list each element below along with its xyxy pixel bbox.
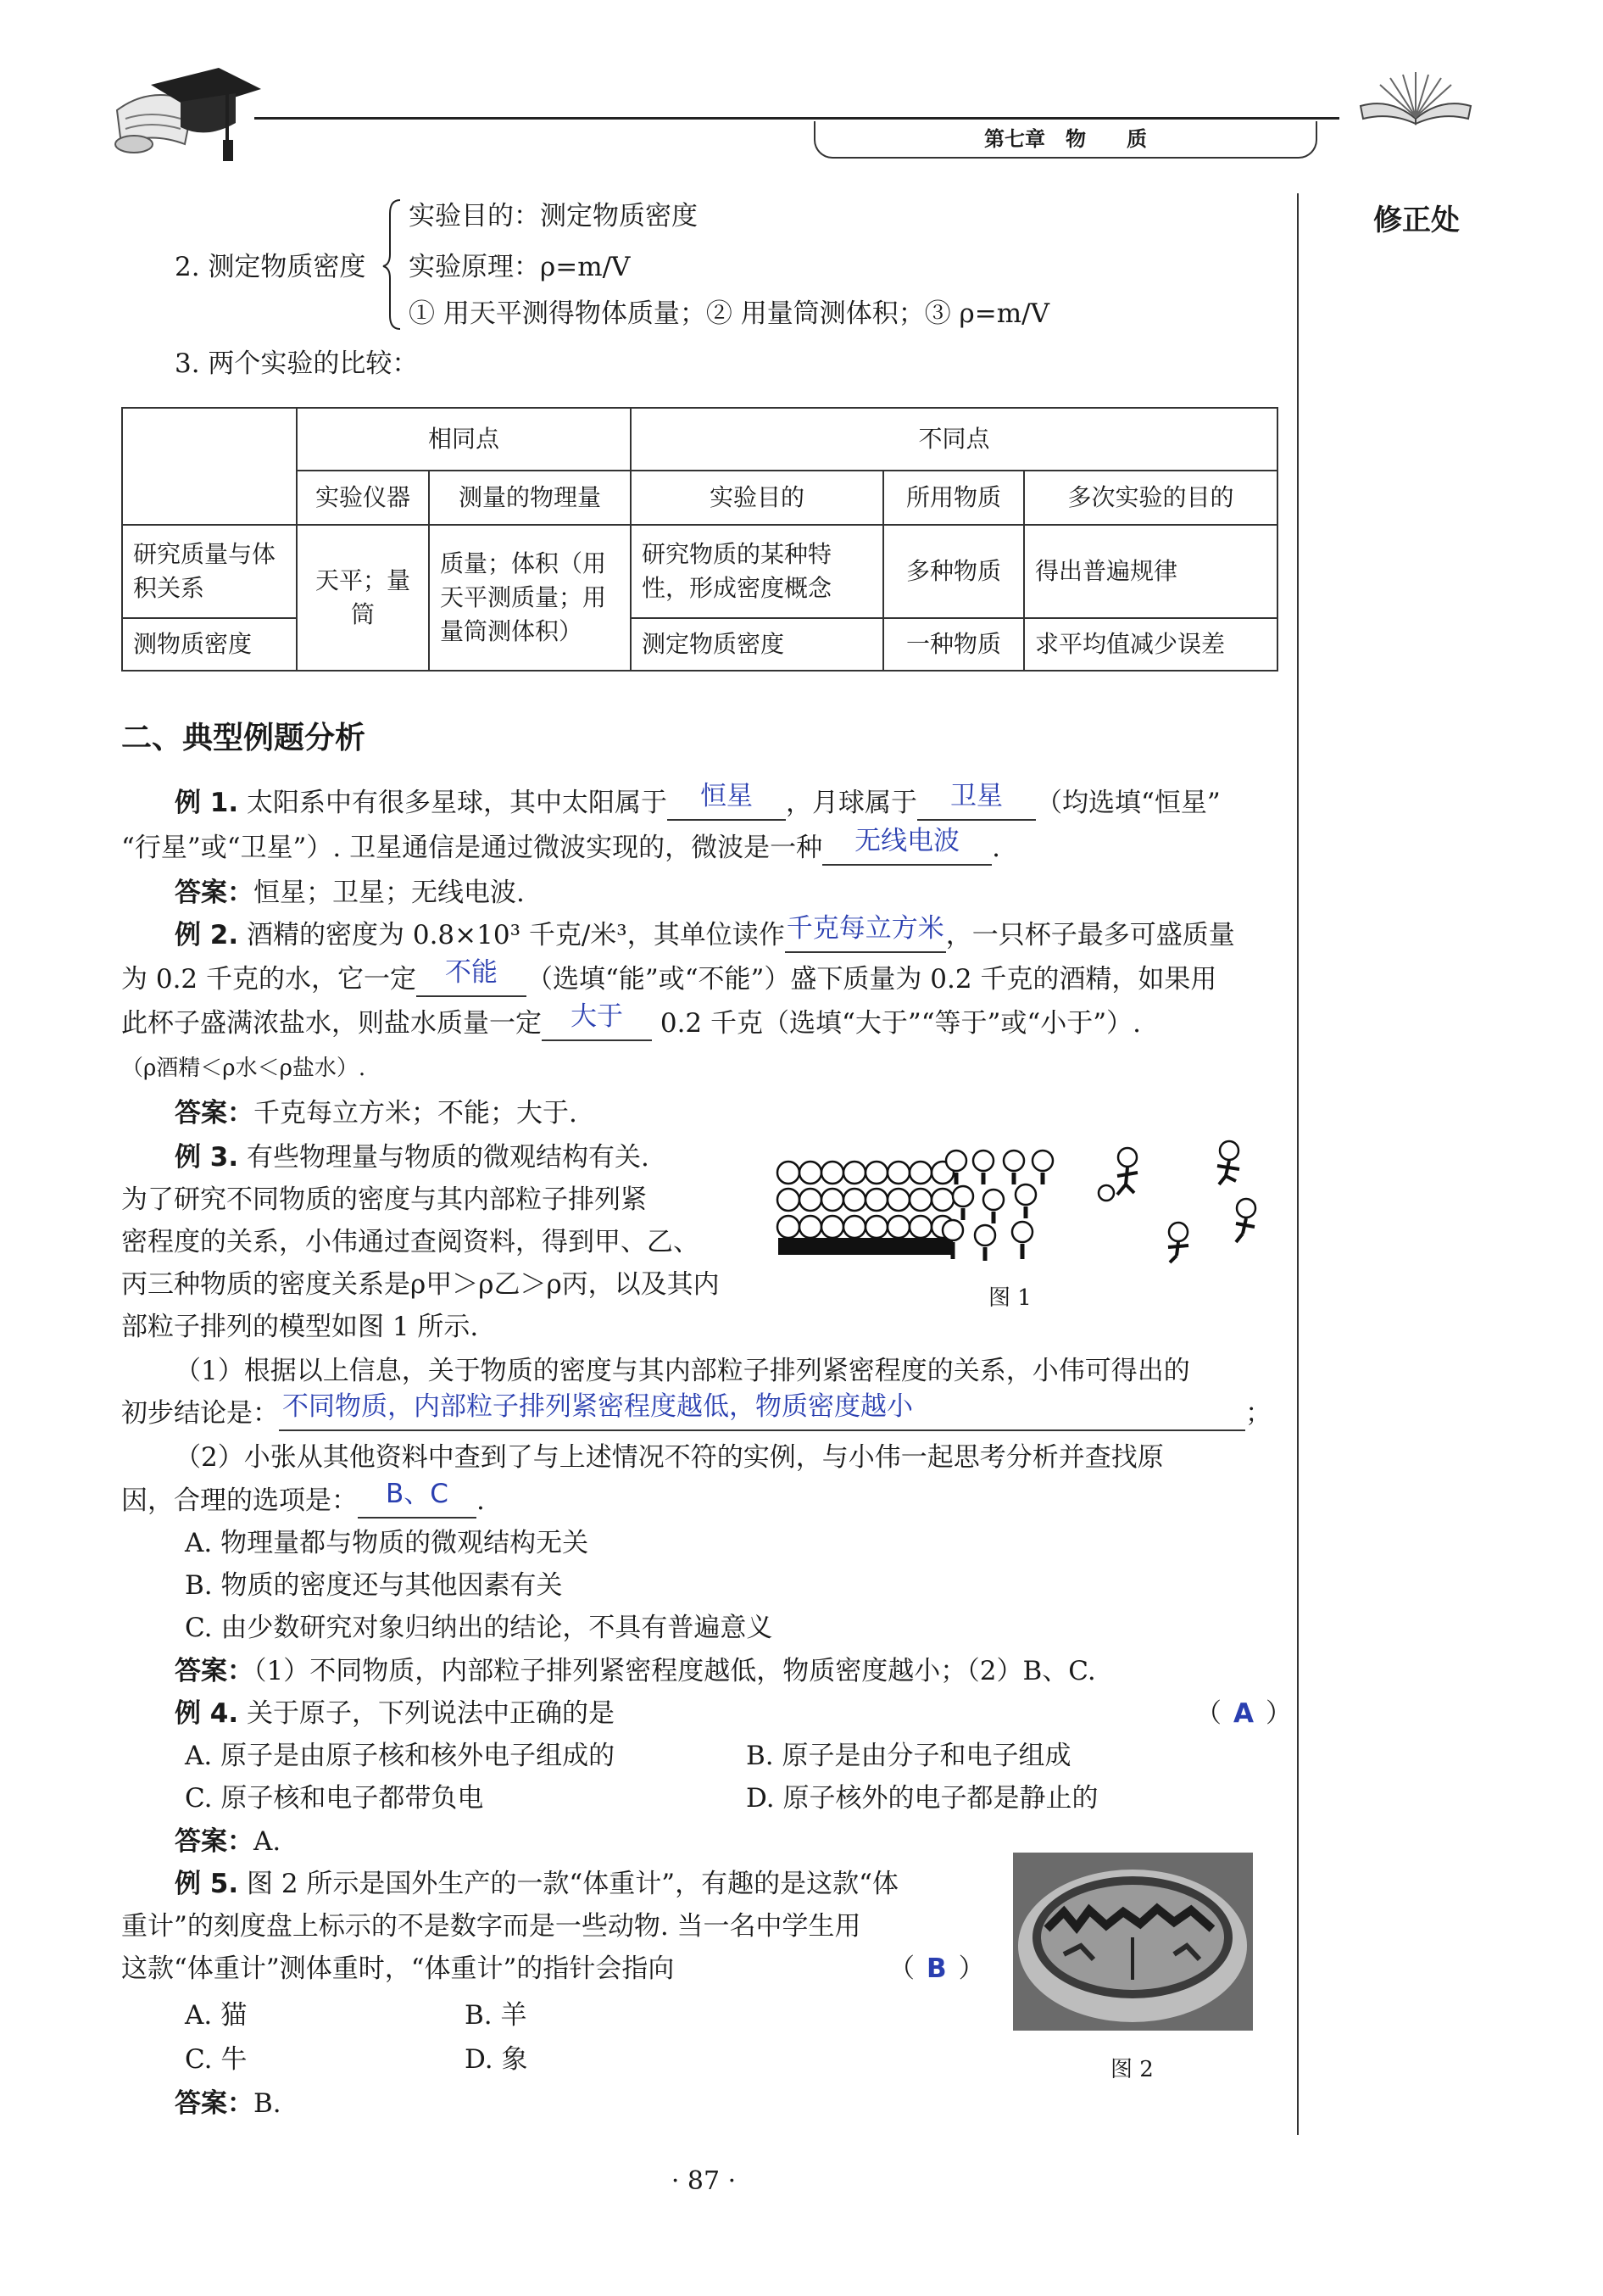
ex3-text: 密程度的关系，小伟通过查阅资料，得到甲、乙、: [121, 1227, 699, 1257]
ex1-answer: 恒星；卫星；无线电波.: [253, 878, 525, 908]
ex1-line1: [175, 782, 1221, 824]
ex3-text: 因，合理的选项是：: [121, 1485, 358, 1516]
ex3-answer-2: B、C: [386, 1479, 448, 1509]
table-row-purpose: 测定物质密度: [631, 618, 883, 671]
ex5-text: 重计”的刻度盘上标示的不是数字而是一些动物. 当一名中学生用: [121, 1911, 861, 1942]
ex1-text: （均选填“恒星”: [1036, 788, 1221, 818]
ex1-text: 太阳系中有很多星球，其中太阳属于: [247, 788, 667, 818]
ex4-answer-line: [175, 1820, 281, 1863]
margin-divider: [1297, 193, 1299, 2135]
ex1-answer-1: 恒星: [700, 781, 753, 811]
item3-label: 3. 两个实验的比较：: [175, 348, 419, 379]
ex2-line2: [121, 958, 1216, 1000]
ex3-text: .: [476, 1485, 485, 1516]
table-row-repeat: 求平均值减少误差: [1024, 618, 1277, 671]
table-shared-instruments: 天平；量筒: [297, 525, 429, 671]
ex5-option-d: D. 象: [465, 2044, 528, 2075]
ex2-line4: （ρ酒精＜ρ水＜ρ盐水）.: [121, 1056, 366, 1081]
open-book-icon: [1356, 68, 1475, 127]
item2-steps: ① 用天平测得物体质量；② 用量筒测体积；③ ρ=m/V: [409, 298, 1049, 329]
ex1-answer-line: [175, 872, 525, 914]
ex1-text: ，月球属于: [786, 788, 917, 818]
table-col-purpose: 实验目的: [631, 471, 883, 525]
ex5-option-a: A. 猫: [185, 2000, 248, 2031]
ex5-answer-line: [175, 2082, 281, 2125]
item2-purpose: 实验目的：测定物质密度: [409, 201, 698, 231]
ex3-question-2: （2）小张从其他资料中查到了与上述情况不符的实例，与小伟一起思考分析并查找原: [175, 1442, 1164, 1473]
table-col-material: 所用物质: [883, 471, 1024, 525]
ex1-blank-3: [822, 826, 992, 866]
answer-label: 答案：: [175, 1098, 253, 1128]
item2-label: 2. 测定物质密度: [175, 252, 366, 282]
comparison-table: [121, 407, 1278, 672]
ex1-text: “行星”或“卫星”）. 卫星通信是通过微波实现的，微波是一种: [121, 833, 823, 863]
ex2-answer-3: 大于: [571, 1001, 623, 1032]
ex3-answer-1: 不同物质，内部粒子排列紧密程度越低，物质密度越小: [282, 1391, 913, 1422]
ex2-blank-3: [542, 1001, 652, 1041]
ex2-text: 此杯子盛满浓盐水，则盐水质量一定: [121, 1008, 542, 1039]
ex4-line1: [175, 1692, 615, 1735]
ex3-q2-line2: [121, 1480, 485, 1522]
ex3-blank-1: [279, 1391, 1245, 1431]
figure-2-caption: 图 2: [1110, 2057, 1154, 2082]
ex3-option-a: A. 物理量都与物质的微观结构无关: [185, 1528, 589, 1558]
ex3-line1: [175, 1136, 649, 1179]
ex4-option-b: B. 原子是由分子和电子组成: [746, 1741, 1071, 1771]
ex3-option-b: B. 物质的密度还与其他因素有关: [185, 1570, 563, 1601]
ex3-label: 例 3.: [175, 1142, 239, 1173]
ex1-answer-2: 卫星: [950, 781, 1003, 811]
ex4-answer: A.: [253, 1826, 281, 1857]
table-col-instrument: 实验仪器: [297, 471, 429, 525]
ex4-choice-paren: （ A ）: [1195, 1698, 1292, 1729]
table-row-purpose: 研究物质的某种特性，形成密度概念: [631, 525, 883, 618]
ex2-line3: [121, 1002, 1141, 1045]
ex3-text: 有些物理量与物质的微观结构有关.: [247, 1142, 649, 1173]
correction-area-title: 修正处: [1373, 203, 1460, 237]
table-row-material: 一种物质: [883, 618, 1024, 671]
table-shared-quantities: 质量；体积（用天平测质量；用量筒测体积）: [429, 525, 631, 671]
ex4-label: 例 4.: [175, 1698, 239, 1729]
ex3-answer-line: [175, 1650, 1096, 1692]
ex5-choice-paren: （ B ）: [888, 1953, 985, 1984]
table-row-name: 测物质密度: [122, 618, 297, 671]
chapter-title: 第七章 物 质: [984, 127, 1147, 151]
table-col-quantity: 测量的物理量: [429, 471, 631, 525]
ex3-option-c: C. 由少数研究对象归纳出的结论，不具有普遍意义: [185, 1613, 773, 1643]
ex2-answer-2: 不能: [445, 957, 498, 988]
ex3-answer: （1）不同物质，内部粒子排列紧密程度越低，物质密度越小；（2）B、C.: [253, 1656, 1096, 1686]
ex4-choice: A: [1233, 1698, 1254, 1729]
ex2-label: 例 2.: [175, 920, 239, 950]
ex3-blank-2: [358, 1479, 476, 1519]
section-title: 二、典型例题分析: [121, 721, 366, 755]
ex5-text: 图 2 所示是国外生产的一款“体重计”，有趣的是这款“体: [247, 1869, 899, 1899]
table-row-material: 多种物质: [883, 525, 1024, 618]
ex1-answer-3: 无线电波: [854, 826, 960, 856]
ex1-text: .: [992, 833, 1000, 863]
ex5-label: 例 5.: [175, 1869, 239, 1899]
ex5-answer: B.: [253, 2088, 281, 2119]
table-group-same: 相同点: [297, 408, 631, 471]
ex2-text: 0.2 千克（选填“大于”“等于”或“小于”）.: [660, 1008, 1141, 1039]
ex3-text: ；: [1245, 1398, 1272, 1429]
ex4-option-c: C. 原子核和电子都带负电: [185, 1783, 484, 1814]
figure-1-particle-models: [771, 1132, 1263, 1268]
ex3-text: 部粒子排列的模型如图 1 所示.: [121, 1312, 479, 1342]
ex5-text: 这款“体重计”测体重时，“体重计”的指针会指向: [121, 1953, 675, 1984]
ex2-line1: [175, 914, 1235, 956]
answer-label: 答案：: [175, 1826, 253, 1857]
ex2-text: 为 0.2 千克的水，它一定: [121, 964, 417, 995]
answer-label: 答案：: [175, 878, 253, 908]
ex2-text: 酒精的密度为 0.8×10³ 千克/米³，其单位读作: [247, 920, 785, 950]
table-row-repeat: 得出普遍规律: [1024, 525, 1277, 618]
table-col-repeat: 多次实验的目的: [1024, 471, 1277, 525]
ex3-question-1: （1）根据以上信息，关于物质的密度与其内部粒子排列紧密程度的关系，小伟可得出的: [175, 1356, 1190, 1386]
ex2-blank-2: [416, 957, 526, 997]
table-group-diff: 不同点: [631, 408, 1277, 471]
ex1-label: 例 1.: [175, 788, 239, 818]
figure-2-scale-photo: [1013, 1853, 1253, 2031]
ex2-text: （选填“能”或“不能”）盛下质量为 0.2 千克的酒精，如果用: [526, 964, 1217, 995]
figure-1-caption: 图 1: [988, 1285, 1032, 1311]
ex3-text: 丙三种物质的密度关系是ρ甲＞ρ乙＞ρ丙，以及其内: [121, 1269, 720, 1300]
ex2-answer-line: [175, 1092, 577, 1134]
ex3-q1-line2: [121, 1392, 1272, 1435]
ex4-option-d: D. 原子核外的电子都是静止的: [746, 1783, 1099, 1814]
header-rule: [254, 117, 1339, 120]
ex1-blank-1: [667, 781, 786, 821]
answer-label: 答案：: [175, 1656, 253, 1686]
ex2-text: ，一只杯子最多可盛质量: [945, 920, 1235, 950]
ex2-answer-1: 千克每立方米: [786, 913, 944, 944]
page-number: · 87 ·: [671, 2166, 737, 2196]
item2-brace: [381, 197, 404, 332]
graduation-cap-logo: [100, 51, 270, 170]
ex5-option-c: C. 牛: [185, 2044, 248, 2075]
ex5-option-b: B. 羊: [465, 2000, 527, 2031]
ex3-text: 初步结论是：: [121, 1398, 279, 1429]
ex5-choice: B: [927, 1953, 947, 1984]
ex5-line1: [175, 1863, 899, 1905]
ex1-blank-2: [917, 781, 1036, 821]
ex2-blank-1: [785, 913, 946, 953]
ex1-line2: [121, 827, 1000, 869]
ex3-text: 为了研究不同物质的密度与其内部粒子排列紧: [121, 1184, 647, 1215]
table-row-name: 研究质量与体积关系: [122, 525, 297, 618]
answer-label: 答案：: [175, 2088, 253, 2119]
ex4-option-a: A. 原子是由原子核和核外电子组成的: [185, 1741, 615, 1771]
ex4-text: 关于原子，下列说法中正确的是: [247, 1698, 615, 1729]
ex2-answer: 千克每立方米；不能；大于.: [253, 1098, 577, 1128]
item2-principle: 实验原理：ρ=m/V: [409, 252, 631, 282]
